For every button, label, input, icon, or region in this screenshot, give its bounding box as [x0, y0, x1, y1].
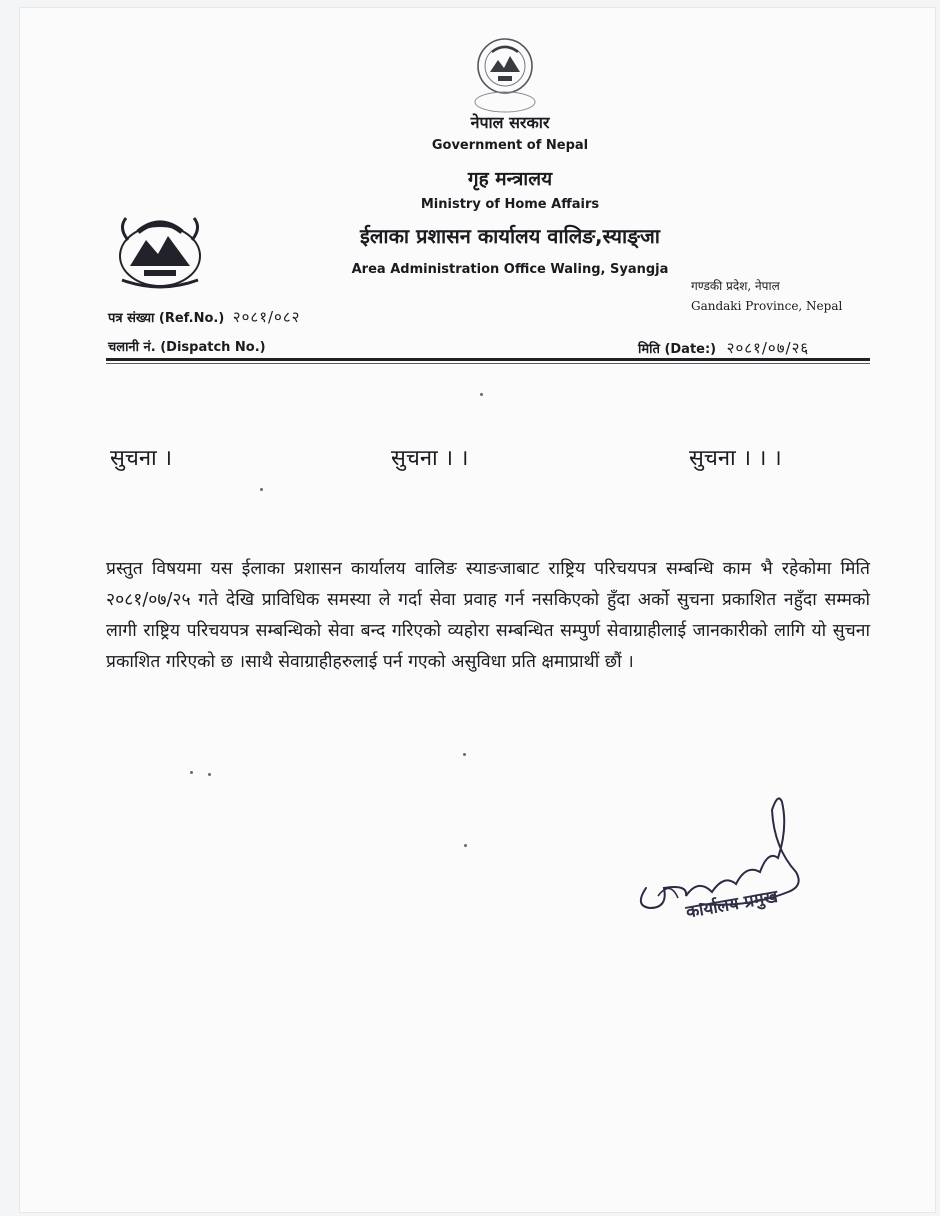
signatory-title: कार्यालय प्रमुख	[684, 886, 780, 923]
ministry-name-english: Ministry of Home Affairs	[420, 197, 600, 212]
scan-speck	[260, 488, 263, 491]
government-name-english: Government of Nepal	[431, 138, 589, 153]
ministry-name-nepali: गृह मन्त्रालय	[467, 168, 553, 190]
government-name-nepali: नेपाल सरकार	[470, 113, 550, 132]
header-divider-thin	[106, 363, 870, 364]
scan-speck	[480, 393, 483, 396]
office-name-nepali: ईलाका प्रशासन कार्यालय वालिङ,स्याङ्जा	[360, 224, 660, 248]
header-divider	[106, 358, 870, 361]
letter-date	[638, 338, 809, 358]
scan-speck	[208, 773, 211, 776]
scan-speck	[463, 753, 466, 756]
reference-label: पत्र संख्या (Ref.No.)	[108, 311, 225, 326]
scan-speck	[190, 771, 193, 774]
notice-heading-3: सुचना । । ।	[689, 446, 782, 471]
nepal-emblem-logo	[108, 210, 212, 294]
province-name-nepali: गण्डकी प्रदेश, नेपाल	[691, 279, 780, 293]
reference-number	[108, 307, 300, 327]
date-label: मिति (Date:)	[638, 342, 717, 357]
nepal-emblem-seal-top	[468, 36, 542, 114]
scan-speck	[464, 844, 467, 847]
date-value: २०८१/०७/२६	[726, 339, 810, 357]
notice-heading-2: सुचना । ।	[391, 446, 469, 471]
office-name-english: Area Administration Office Waling, Syangja	[351, 262, 669, 277]
document-page	[20, 8, 935, 1212]
notice-body: प्रस्तुत विषयमा यस ईलाका प्रशासन कार्यालय वालिङ स्याङजाबाट राष्ट्रिय परिचयपत्र सम्बन्धि काम भै रहेकोमा मिति २०८१/०७/२५ गते देखि प्राविधिक समस्या ले गर्दा सेवा प्रवाह गर्न नसकिएको हुँदा अर्को सुचना प्रकाशित नहुँदा सम्मको लागी राष्ट्रिय परिचयपत्र सम्बन्धिको सेवा बन्द गरिएको व्यहोरा सम्बन्धित सम्पुर्ण सेवाग्राहीलाई जानकारीको लागि यो सुचना प्रकाशित गरिएको छ ।साथै सेवाग्राहीहरुलाई पर्न गएको असुविधा प्रति क्षमाप्राथीं छौं ।	[106, 559, 870, 672]
province-name-english: Gandaki Province, Nepal	[691, 299, 843, 313]
reference-value: २०८१/०८२	[232, 308, 301, 326]
notice-heading-1: सुचना ।	[110, 446, 173, 471]
dispatch-number-label: चलानी नं. (Dispatch No.)	[108, 340, 266, 355]
